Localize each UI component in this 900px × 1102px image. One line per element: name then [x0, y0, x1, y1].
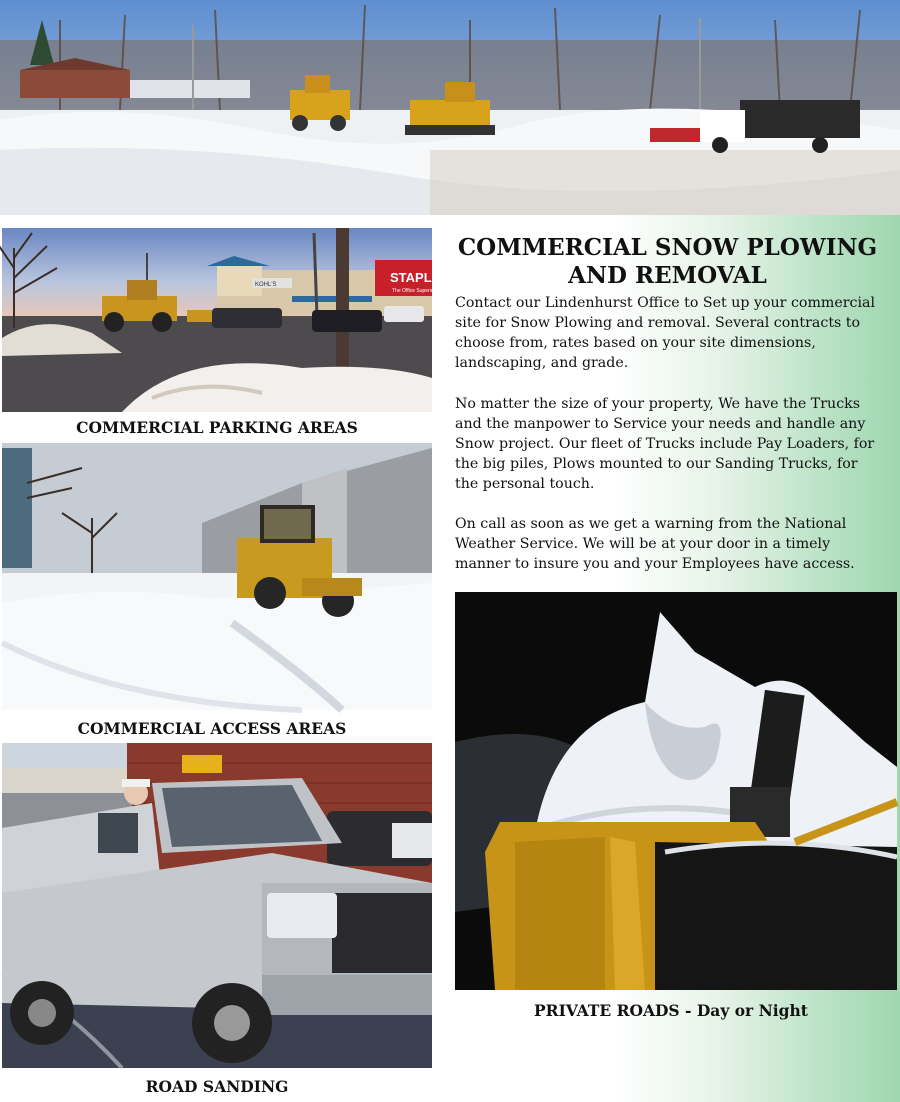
- caption-road-sanding: ROAD SANDING: [145, 1077, 289, 1096]
- staples-sign: STAPLE: [390, 270, 441, 285]
- construction-site-snow-photo: [0, 0, 900, 215]
- parking-lot-loader-photo: [2, 228, 441, 412]
- staples-subsign: The Office Superst: [392, 288, 434, 294]
- paragraph-on-call: On call as soon as we get a warning from the National Weather Service. We will be at your door in a timely manner to insure you and your Employees have access.: [455, 516, 855, 572]
- caption-parking-areas: COMMERCIAL PARKING AREAS: [76, 418, 358, 437]
- page-title: [455, 234, 880, 290]
- page-title-line1: COMMERCIAL SNOW PLOWING: [457, 234, 878, 261]
- kohls-sign: KOHL'S: [255, 282, 277, 288]
- caption-access-areas: COMMERCIAL ACCESS AREAS: [77, 719, 347, 738]
- page-title-line2: AND REMOVAL: [568, 262, 767, 289]
- sanding-pickup-truck-photo: [2, 743, 432, 1068]
- caption-private-roads: PRIVATE ROADS - Day or Night: [534, 1001, 808, 1020]
- access-road-loader-photo: [2, 443, 432, 710]
- paragraph-contact: Contact our Lindenhurst Office to Set up your commercial site for Snow Plowing and removal. Several contracts to choose from, rates based on your site dimensions, landscaping, and grade.: [455, 295, 876, 371]
- night-snow-blower-photo: [455, 592, 897, 990]
- paragraph-fleet: No matter the size of your property, We have the Trucks and the manpower to Service your needs and handle any Snow project. Our fleet of Trucks include Pay Loaders, for the big piles, Plows mounted to our Sanding Trucks, for the personal touch.: [455, 396, 875, 492]
